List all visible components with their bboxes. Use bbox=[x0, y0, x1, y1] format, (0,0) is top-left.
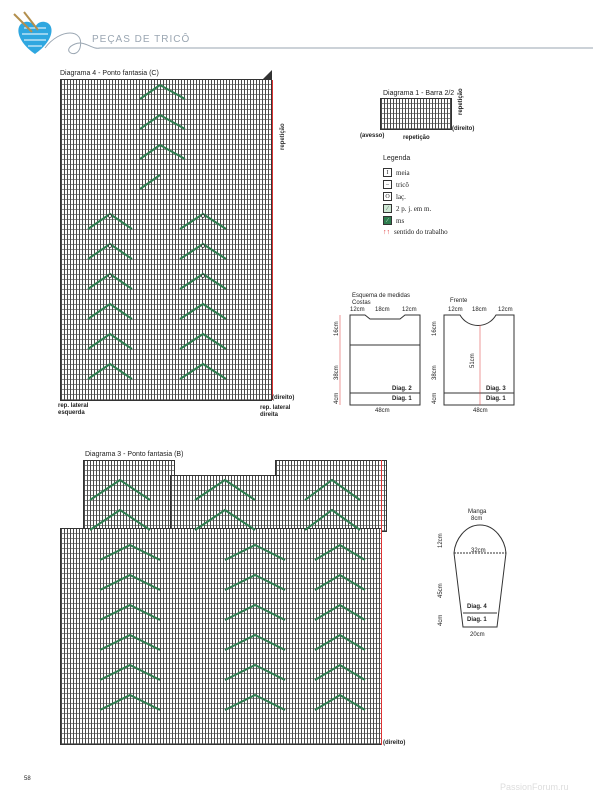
costas-diag1: Diag. 1 bbox=[392, 396, 412, 402]
costas-top-left: 12cm bbox=[350, 307, 365, 313]
diagram4-motifs bbox=[60, 79, 272, 401]
legend-label: sentido do trabalho bbox=[394, 228, 448, 236]
frente-side-mid: 38cm bbox=[432, 365, 438, 380]
manga-mid: 32cm bbox=[471, 548, 486, 554]
costas-side-bottom: 4cm bbox=[334, 392, 340, 404]
diagram1-label-repeticao: repetição bbox=[403, 135, 430, 141]
frente-outline bbox=[432, 305, 532, 415]
legend-title: Legenda bbox=[383, 155, 411, 162]
legend-label: laç. bbox=[396, 192, 406, 201]
diagram3-title: Diagrama 3 - Ponto fantasia (B) bbox=[85, 451, 184, 458]
diagram4-label-direito: (direito) bbox=[272, 395, 295, 401]
legend-symbol: – bbox=[383, 180, 392, 189]
frente-top-right: 12cm bbox=[498, 307, 513, 313]
legend-item-lac bbox=[383, 192, 406, 201]
legend-item-sentido bbox=[383, 228, 448, 236]
manga-title: Manga bbox=[468, 509, 487, 515]
costas-top-right: 12cm bbox=[402, 307, 417, 313]
diagram1-repeticao-vertical: repetição bbox=[458, 88, 464, 115]
legend-symbol: ↑↑ bbox=[383, 228, 390, 236]
legend-label: ms bbox=[396, 216, 405, 225]
section-title: PEÇAS DE TRICÔ bbox=[92, 34, 191, 45]
legend-symbol: ⁄ bbox=[383, 204, 392, 213]
frente-title: Frente bbox=[450, 298, 468, 304]
diagram4-label-right-bottom: direita bbox=[260, 412, 279, 418]
legend-label: meia bbox=[396, 168, 410, 177]
diagram4-title: Diagrama 4 - Ponto fantasia (C) bbox=[60, 70, 159, 77]
diagram4-label-left-top: rep. lateral bbox=[58, 403, 89, 409]
manga-side-top: 12cm bbox=[438, 533, 444, 548]
legend-symbol: O bbox=[383, 192, 392, 201]
frente-side-bottom: 4cm bbox=[432, 392, 438, 404]
frente-side-top: 16cm bbox=[432, 321, 438, 336]
frente-top-mid: 18cm bbox=[472, 307, 487, 313]
frente-top-left: 12cm bbox=[448, 307, 463, 313]
diagram4-motif-lines bbox=[88, 85, 226, 379]
costas-outline bbox=[335, 305, 435, 415]
legend-symbol: ⁄ bbox=[383, 216, 392, 225]
diagram3-row-numbers bbox=[381, 460, 390, 745]
costas-bottom: 48cm bbox=[375, 408, 390, 414]
legend-item-2pj bbox=[383, 204, 431, 213]
costas-side-top: 16cm bbox=[334, 321, 340, 336]
diagram3-motif-lines bbox=[90, 480, 365, 710]
site-watermark: PassionForum.ru bbox=[500, 782, 569, 792]
diagram3-motifs bbox=[60, 460, 385, 745]
legend-label: 2 p. j. em m. bbox=[396, 204, 432, 213]
frente-diag1: Diag. 1 bbox=[486, 396, 506, 402]
manga-bottom: 20cm bbox=[470, 632, 485, 638]
costas-side-mid: 38cm bbox=[334, 365, 340, 380]
diagram1-chart bbox=[380, 98, 452, 130]
diagram3-label-direito: (direito) bbox=[383, 740, 406, 746]
manga-diag4: Diag. 4 bbox=[467, 604, 487, 610]
schematic-title-line1: Esquema de medidas bbox=[352, 293, 411, 299]
diagram1-label-avesso: (avesso) bbox=[360, 133, 385, 139]
legend-item-trico bbox=[383, 180, 409, 189]
manga-diag1: Diag. 1 bbox=[467, 617, 487, 623]
manga-top: 8cm bbox=[471, 516, 483, 522]
manga-side-bottom: 4cm bbox=[438, 614, 444, 626]
diagram4-label-left-bottom: esquerda bbox=[58, 410, 85, 416]
frente-bottom: 48cm bbox=[473, 408, 488, 414]
diagram1-label-direito: (direito) bbox=[452, 126, 475, 132]
diagram1-title: Diagrama 1 - Barra 2/2 bbox=[383, 90, 455, 97]
schematic-title-line2: Costas bbox=[352, 300, 371, 306]
costas-diag2: Diag. 2 bbox=[392, 386, 412, 392]
legend-item-ms bbox=[383, 216, 404, 225]
costas-top-mid: 18cm bbox=[375, 307, 390, 313]
manga-side-mid: 45cm bbox=[438, 583, 444, 598]
legend-item-meia bbox=[383, 168, 410, 177]
diagram4-repeticao-label: repetição bbox=[280, 123, 286, 150]
frente-center: 51cm bbox=[470, 353, 476, 368]
diagram4-label-right-top: rep. lateral bbox=[260, 405, 291, 411]
legend-symbol: I bbox=[383, 168, 392, 177]
page-number: 58 bbox=[24, 776, 31, 782]
legend-label: tricô bbox=[396, 180, 409, 189]
frente-diag3: Diag. 3 bbox=[486, 386, 506, 392]
